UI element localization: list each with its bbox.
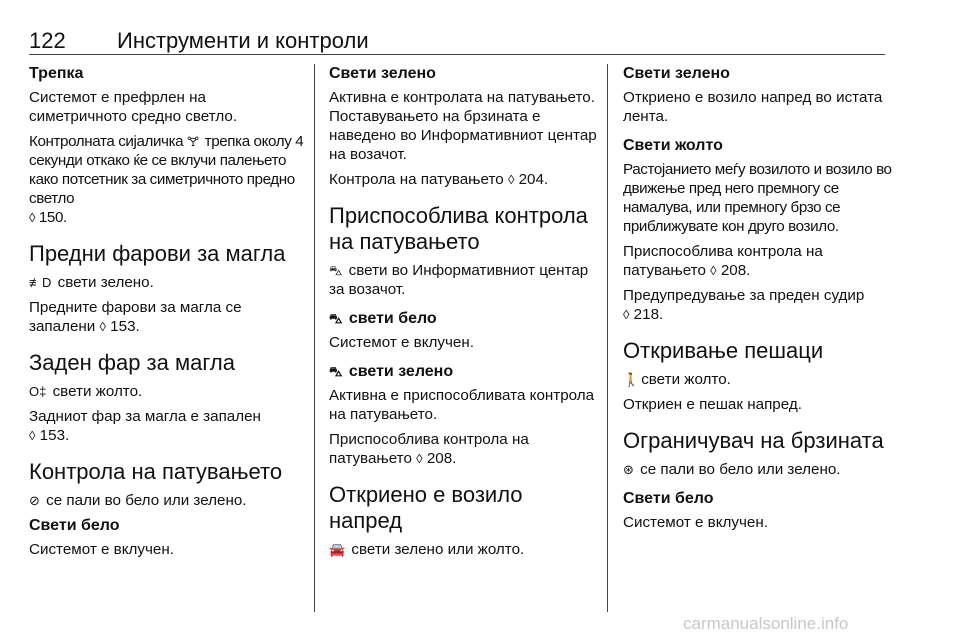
page-link[interactable]: 218. [633,306,664,323]
paragraph: Приспособлива контрола на патувањето ◊ 208. [623,243,823,279]
paragraph: ⊘ се пали во бело или зелено. [29,492,247,509]
section-heading: Ограничувач на брзината [623,428,884,453]
front-fog-icon: ≢D [29,275,52,290]
paragraph: Системот е вклучен. [29,541,174,558]
adaptive-cruise-icon: ⛍ [329,263,343,278]
paragraph: 🚘 свети зелено или жолто. [329,541,525,558]
reference-icon: ◊ [416,451,423,466]
paragraph: ≢D свети зелено. [29,274,154,291]
adaptive-cruise-icon: ⛍ [329,364,343,379]
paragraph: ⊛ се пали во бело или зелено. [623,461,841,478]
paragraph: ⛍ свети во Информативниот центар за возачот. [329,262,589,298]
cruise-control-icon: ⊘ [29,493,40,508]
subheading: ⛍ свети бело [329,310,437,327]
column-3 [623,64,893,538]
reference-icon: ◊ [29,210,36,225]
paragraph: Контролната сијаличка 🝖 трепка околу 4 секунди откако ќе се вклучи палењето како потсетник за симетричното предно светло ◊ 150. [29,133,304,226]
section-heading: Откривање пешаци [623,338,824,363]
car-ahead-icon: 🚘 [329,542,346,557]
column-1 [29,64,305,565]
page-link[interactable]: 208. [426,450,457,467]
section-heading: Заден фар за магла [29,350,235,375]
paragraph: Предните фарови за магла се запалени ◊ 153. [29,299,242,335]
chapter-title: Инструменти и контроли [117,28,369,53]
paragraph: Предупредување за преден судир ◊ 218. [623,287,865,323]
adaptive-cruise-icon: ⛍ [329,311,343,326]
page-link[interactable]: 153. [110,318,140,335]
column-2 [329,64,597,565]
subheading: ⛍ свети зелено [329,363,454,380]
reference-icon: ◊ [710,263,717,278]
subheading: Свети бело [623,490,714,507]
subheading: Свети бело [29,517,120,534]
column-divider [314,64,315,612]
page-link[interactable]: 150. [38,209,67,226]
speed-limiter-icon: ⊛ [623,462,634,477]
paragraph: Контрола на патувањето ◊ 204. [329,171,549,188]
subheading: Свети зелено [623,65,730,82]
watermark: carmanualsonline.info [683,614,849,633]
section-heading: Откриено е возило напред [329,482,523,533]
page-link[interactable]: 204. [518,171,549,188]
page-link[interactable]: 153. [39,427,70,444]
reference-icon: ◊ [29,428,36,443]
paragraph: 🚶 свети жолто. [623,371,731,388]
paragraph: Откриено е возило напред во истата лента. [623,89,883,125]
page-header [29,26,885,55]
paragraph: Активна е контролата на патувањето. Поставувањето на брзината е наведено во Информативниот центар на возачот. [329,89,597,163]
reference-icon: ◊ [623,307,630,322]
paragraph: Приспособлива контрола на патувањето ◊ 208. [329,431,529,467]
page-link[interactable]: 208. [720,262,751,279]
section-heading: Приспособлива контрола на патувањето [329,203,588,254]
paragraph: Системот е вклучен. [623,514,768,531]
paragraph: Системот е префрлен на симетричното средно светло. [29,89,238,125]
section-heading: Контрола на патувањето [29,459,283,484]
bulb-icon: 🝖 [187,134,199,149]
paragraph: Системот е вклучен. [329,334,474,351]
section-heading: Предни фарови за магла [29,241,286,266]
reference-icon: ◊ [507,172,515,187]
paragraph: Растојанието меѓу возилото и возило во движење пред него премногу се намалува, или премногу брзо се приближувате кон друго возило. [623,161,892,235]
subheading: Свети зелено [329,65,436,82]
column-divider [607,64,608,612]
paragraph: Активна е приспособливата контрола на патувањето. [329,387,595,423]
paragraph: Откриен е пешак напред. [623,396,802,413]
pedestrian-icon: 🚶 [623,372,640,387]
subheading: Свети жолто [623,137,723,154]
reference-icon: ◊ [99,319,106,334]
paragraph: Задниот фар за магла е запален ◊ 153. [29,408,261,444]
page-number: 122 [29,28,66,53]
paragraph: O‡ свети жолто. [29,383,143,400]
rear-fog-icon: O‡ [29,384,47,399]
subheading: Трепка [29,65,84,82]
